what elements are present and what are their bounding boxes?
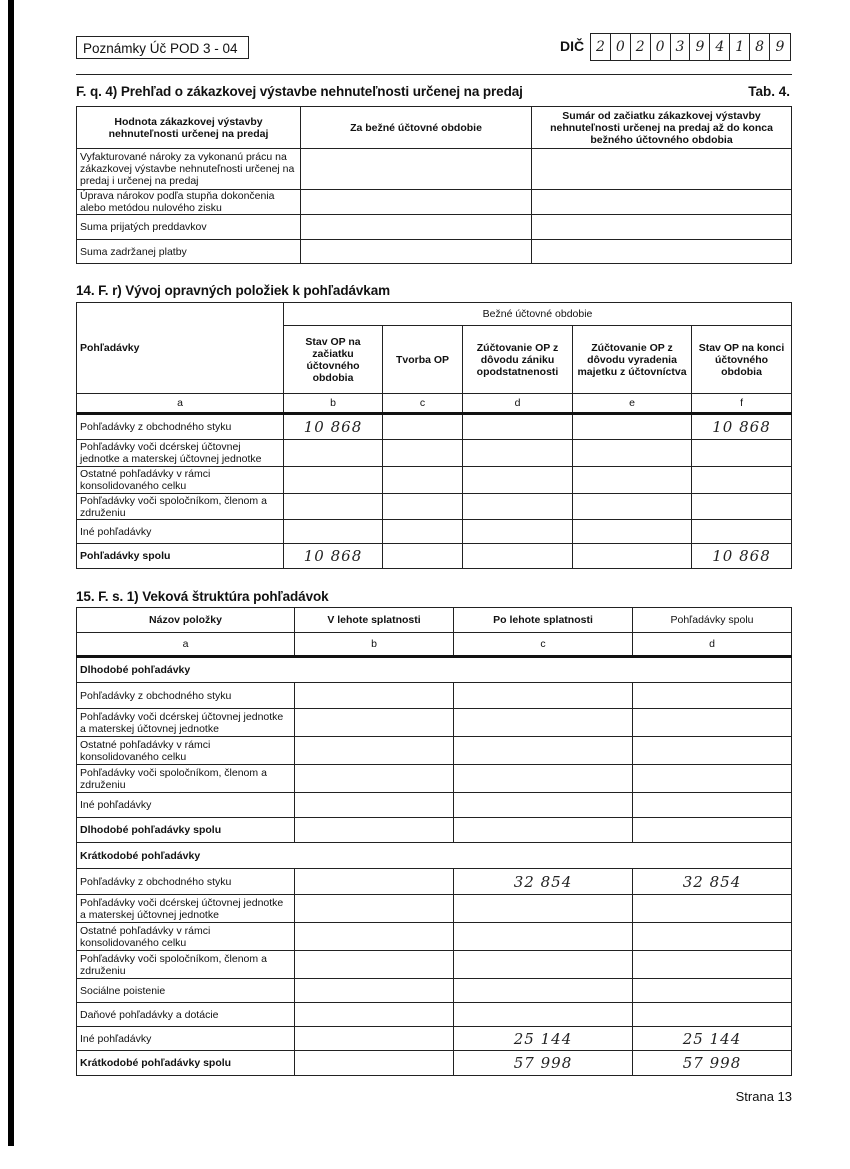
table-row xyxy=(77,923,792,951)
value-cell[interactable] xyxy=(454,979,633,1003)
col-letter: c xyxy=(454,633,633,657)
row-label: Úprava nárokov podľa stupňa dokončenia alebo metódou nulového zisku xyxy=(77,190,301,215)
table-row xyxy=(77,895,792,923)
value-cell[interactable] xyxy=(463,520,573,544)
row-label: Pohľadávky voči spoločníkom, členom a združeniu xyxy=(77,951,295,979)
row-label: Pohľadávky voči spoločníkom, členom a združeniu xyxy=(77,494,284,520)
table-row xyxy=(77,869,792,895)
group-heading-long-term: Dlhodobé pohľadávky xyxy=(77,657,792,683)
table-row xyxy=(77,1027,792,1051)
value-cell[interactable] xyxy=(454,737,633,765)
value-cell[interactable] xyxy=(573,414,692,440)
table-row xyxy=(77,467,792,494)
table-row xyxy=(77,951,792,979)
value-cell[interactable] xyxy=(692,520,792,544)
value-cell[interactable] xyxy=(295,737,454,765)
table-row xyxy=(77,149,792,190)
row-label: Suma prijatých preddavkov xyxy=(77,215,301,240)
value-cell[interactable] xyxy=(454,1003,633,1027)
table-row xyxy=(77,979,792,1003)
value-cell[interactable] xyxy=(383,494,463,520)
value-cell[interactable] xyxy=(295,1003,454,1027)
col-header: V lehote splatnosti xyxy=(295,608,454,633)
value-cell[interactable] xyxy=(301,240,532,264)
value-cell[interactable] xyxy=(463,440,573,467)
group-header: Bežné účtovné obdobie xyxy=(284,303,792,326)
row-label: Iné pohľadávky xyxy=(77,793,295,818)
table-row xyxy=(77,1051,792,1076)
col-header: Stav OP na konci účtovného obdobia xyxy=(692,326,792,394)
value-cell[interactable] xyxy=(295,869,454,895)
value-cell[interactable] xyxy=(633,709,792,737)
dic-digit[interactable]: 8 xyxy=(750,34,770,60)
col-letter: e xyxy=(573,394,692,414)
row-label: Pohľadávky spolu xyxy=(77,544,284,569)
value-cell[interactable]: 25 144 xyxy=(454,1027,633,1051)
col-letter: a xyxy=(77,633,295,657)
value-cell[interactable]: 10 868 xyxy=(692,414,792,440)
value-cell[interactable] xyxy=(295,1051,454,1076)
value-cell[interactable] xyxy=(295,709,454,737)
row-label: Vyfakturované nároky za vykonanú prácu na zákazkovej výstavbe nehnuteľnosti určenej na predaj i určenej na predaj xyxy=(77,149,301,190)
dic-label: DIČ xyxy=(560,38,585,54)
col-letter: d xyxy=(463,394,573,414)
value-cell[interactable] xyxy=(692,467,792,494)
scan-edge-bar xyxy=(8,0,14,1146)
group-heading-short-term: Krátkodobé pohľadávky xyxy=(77,843,792,869)
value-cell[interactable] xyxy=(383,414,463,440)
dic-digit[interactable]: 4 xyxy=(710,34,730,60)
table-row xyxy=(77,494,792,520)
table-row xyxy=(77,190,792,215)
table-row xyxy=(77,544,792,569)
page-number: Strana 13 xyxy=(735,1089,792,1104)
table-row xyxy=(77,737,792,765)
table-row xyxy=(77,440,792,467)
value-cell[interactable] xyxy=(573,494,692,520)
value-cell[interactable] xyxy=(532,190,792,215)
table-row xyxy=(77,818,792,843)
dic-digit[interactable]: 0 xyxy=(651,34,671,60)
value-cell[interactable] xyxy=(573,520,692,544)
table-row xyxy=(77,520,792,544)
value-cell[interactable] xyxy=(463,467,573,494)
dic-boxes xyxy=(590,33,791,61)
tab-label: Tab. 4. xyxy=(748,84,790,99)
value-cell[interactable] xyxy=(295,683,454,709)
row-label: Iné pohľadávky xyxy=(77,520,284,544)
value-cell[interactable]: 10 868 xyxy=(284,544,383,569)
col-letter: b xyxy=(284,394,383,414)
value-cell[interactable] xyxy=(284,467,383,494)
value-cell[interactable] xyxy=(295,765,454,793)
form-title-box: Poznámky Úč POD 3 - 04 xyxy=(76,36,249,59)
value-cell[interactable] xyxy=(383,440,463,467)
col-letter: c xyxy=(383,394,463,414)
section1-title: F. q. 4) Prehľad o zákazkovej výstavbe nehnuteľnosti určenej na predaj xyxy=(76,84,523,99)
value-cell[interactable] xyxy=(301,190,532,215)
value-cell[interactable] xyxy=(463,544,573,569)
row-label: Pohľadávky voči dcérskej účtovnej jednotke a materskej účtovnej jednotke xyxy=(77,895,295,923)
col-header: Po lehote splatnosti xyxy=(454,608,633,633)
dic-digit[interactable]: 1 xyxy=(730,34,750,60)
value-cell[interactable]: 10 868 xyxy=(284,414,383,440)
value-cell[interactable] xyxy=(633,895,792,923)
section1-table xyxy=(76,106,792,264)
section2-table xyxy=(76,302,792,569)
value-cell[interactable] xyxy=(454,923,633,951)
table-row xyxy=(77,683,792,709)
value-cell[interactable] xyxy=(454,895,633,923)
value-cell[interactable] xyxy=(633,683,792,709)
col-letter: d xyxy=(633,633,792,657)
value-cell[interactable] xyxy=(454,683,633,709)
col-letter: f xyxy=(692,394,792,414)
table-row xyxy=(77,414,792,440)
value-cell[interactable] xyxy=(295,979,454,1003)
dic-digit[interactable]: 9 xyxy=(690,34,710,60)
value-cell[interactable] xyxy=(301,215,532,240)
value-cell[interactable] xyxy=(454,709,633,737)
value-cell[interactable]: 57 998 xyxy=(454,1051,633,1076)
dic-digit[interactable]: 2 xyxy=(631,34,651,60)
value-cell[interactable] xyxy=(284,520,383,544)
value-cell[interactable] xyxy=(454,793,633,818)
dic-digit[interactable]: 3 xyxy=(671,34,691,60)
value-cell[interactable] xyxy=(633,923,792,951)
value-cell[interactable]: 32 854 xyxy=(454,869,633,895)
table-row xyxy=(77,215,792,240)
value-cell[interactable] xyxy=(295,951,454,979)
row-label: Ostatné pohľadávky v rámci konsolidovaného celku xyxy=(77,737,295,765)
row-label: Pohľadávky z obchodného styku xyxy=(77,683,295,709)
col-header: Hodnota zákazkovej výstavby nehnuteľnosti určenej na predaj xyxy=(77,107,301,149)
table-row xyxy=(77,793,792,818)
row-label: Pohľadávky voči spoločníkom, členom a združeniu xyxy=(77,765,295,793)
value-cell[interactable] xyxy=(284,440,383,467)
section2-title: 14. F. r) Vývoj opravných položiek k pohľadávkam xyxy=(76,283,391,298)
section3-title: 15. F. s. 1) Veková štruktúra pohľadávok xyxy=(76,589,329,604)
row-label: Iné pohľadávky xyxy=(77,1027,295,1051)
row-label: Krátkodobé pohľadávky spolu xyxy=(77,1051,295,1076)
row-label: Suma zadržanej platby xyxy=(77,240,301,264)
col-header: Stav OP na začiatku účtovného obdobia xyxy=(284,326,383,394)
value-cell[interactable] xyxy=(301,149,532,190)
value-cell[interactable] xyxy=(295,793,454,818)
dic-digit[interactable]: 9 xyxy=(775,39,785,55)
row-label: Pohľadávky z obchodného styku xyxy=(77,414,284,440)
value-cell[interactable]: 10 868 xyxy=(692,544,792,569)
dic-digit[interactable]: 2 xyxy=(591,34,611,60)
value-cell[interactable] xyxy=(532,215,792,240)
value-cell[interactable] xyxy=(532,240,792,264)
value-cell[interactable] xyxy=(532,149,792,190)
value-cell[interactable] xyxy=(633,1003,792,1027)
col-header: Za bežné účtovné obdobie xyxy=(301,107,532,149)
value-cell[interactable] xyxy=(633,979,792,1003)
table-row xyxy=(77,709,792,737)
value-cell[interactable] xyxy=(454,818,633,843)
value-cell[interactable] xyxy=(573,544,692,569)
row-label: Daňové pohľadávky a dotácie xyxy=(77,1003,295,1027)
header-divider xyxy=(76,74,792,75)
value-cell[interactable] xyxy=(383,544,463,569)
value-cell[interactable] xyxy=(633,737,792,765)
value-cell[interactable] xyxy=(692,494,792,520)
value-cell[interactable]: 25 144 xyxy=(633,1027,792,1051)
value-cell[interactable] xyxy=(463,414,573,440)
value-cell[interactable]: 57 998 xyxy=(633,1051,792,1076)
row-label: Ostatné pohľadávky v rámci konsolidovaného celku xyxy=(77,923,295,951)
value-cell[interactable] xyxy=(454,951,633,979)
col-header: Názov položky xyxy=(77,608,295,633)
col-letter: b xyxy=(295,633,454,657)
value-cell[interactable] xyxy=(633,818,792,843)
col-letter: a xyxy=(77,394,284,414)
table-row xyxy=(77,240,792,264)
value-cell[interactable] xyxy=(463,494,573,520)
row-label: Ostatné pohľadávky v rámci konsolidovaného celku xyxy=(77,467,284,494)
value-cell[interactable] xyxy=(573,467,692,494)
value-cell[interactable]: 32 854 xyxy=(633,869,792,895)
value-cell[interactable] xyxy=(295,923,454,951)
col-header: Tvorba OP xyxy=(383,326,463,394)
col-header: Zúčtovanie OP z dôvodu zániku opodstatnenosti xyxy=(463,326,573,394)
col-header: Pohľadávky xyxy=(77,303,284,394)
value-cell[interactable] xyxy=(295,818,454,843)
value-cell[interactable] xyxy=(573,440,692,467)
value-cell[interactable] xyxy=(633,951,792,979)
value-cell[interactable] xyxy=(284,494,383,520)
col-header: Pohľadávky spolu xyxy=(633,608,792,633)
row-label: Pohľadávky z obchodného styku xyxy=(77,869,295,895)
value-cell[interactable] xyxy=(383,467,463,494)
value-cell[interactable] xyxy=(295,1027,454,1051)
table-row xyxy=(77,1003,792,1027)
value-cell[interactable] xyxy=(454,765,633,793)
col-header: Zúčtovanie OP z dôvodu vyradenia majetku z účtovníctva xyxy=(573,326,692,394)
value-cell[interactable] xyxy=(633,793,792,818)
row-label: Sociálne poistenie xyxy=(77,979,295,1003)
row-label: Pohľadávky voči dcérskej účtovnej jednotke a materskej účtovnej jednotke xyxy=(77,709,295,737)
value-cell[interactable] xyxy=(692,440,792,467)
table-row xyxy=(77,765,792,793)
row-label: Dlhodobé pohľadávky spolu xyxy=(77,818,295,843)
dic-digit[interactable]: 0 xyxy=(611,34,631,60)
value-cell[interactable] xyxy=(295,895,454,923)
row-label: Pohľadávky voči dcérskej účtovnej jednotke a materskej účtovnej jednotke xyxy=(77,440,284,467)
value-cell[interactable] xyxy=(383,520,463,544)
section3-table xyxy=(76,607,792,1076)
col-header: Sumár od začiatku zákazkovej výstavby nehnuteľnosti určenej na predaj až do konca bežného účtovného obdobia xyxy=(532,107,792,149)
value-cell[interactable] xyxy=(633,765,792,793)
